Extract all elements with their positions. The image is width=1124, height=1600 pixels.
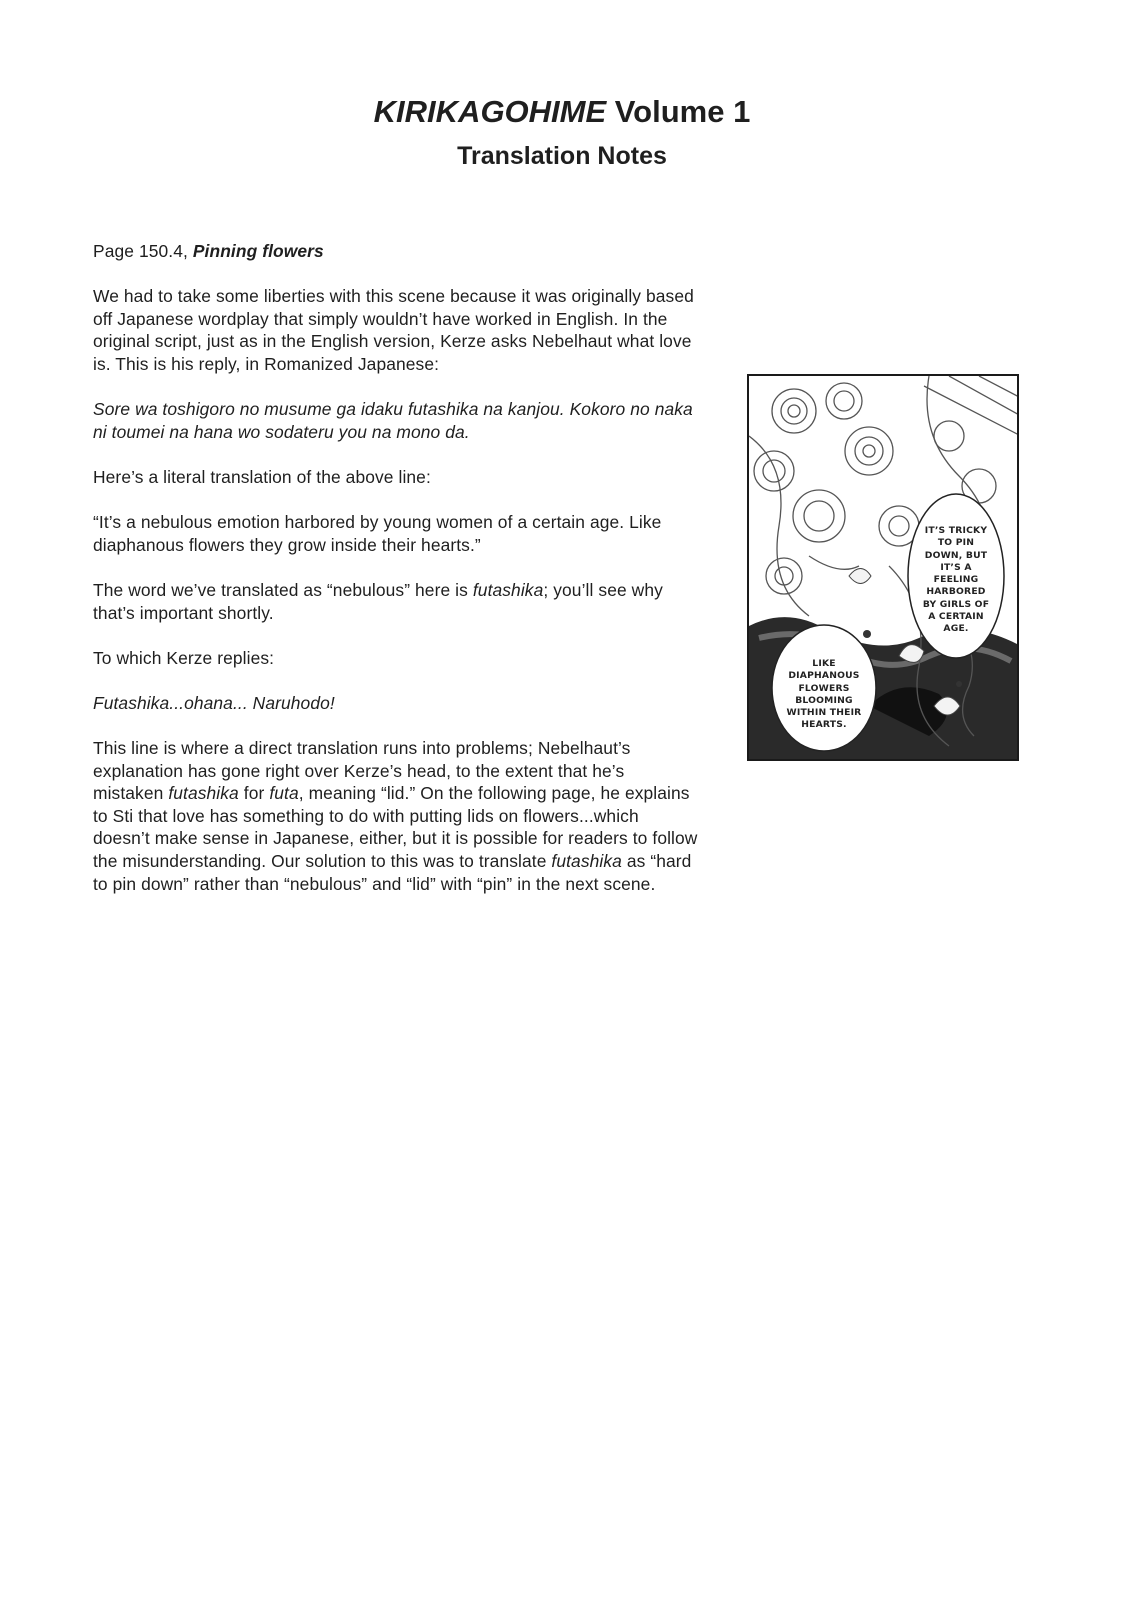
manga-panel-image (747, 374, 1019, 761)
paragraph-nebulous: The word we’ve translated as “nebulous” here is futashika; you’ll see why that’s important shortly. (93, 579, 663, 623)
paragraph-intro: We had to take some liberties with this scene because it was originally based off Japanese wordplay that simply wouldn’t have worked in English. In the original script, just as in the English version, Kerze asks Nebelhaut what love is. This is his reply, in Romanized Japanese: (93, 286, 694, 374)
page-subtitle: Translation Notes (457, 142, 667, 170)
speech-bubble-2: LIKE DIAPHANOUS FLOWERS BLOOMING WITHIN THEIR HEARTS. (786, 658, 862, 731)
volume-label: Volume 1 (614, 94, 751, 129)
term-futashika: futashika (472, 579, 544, 600)
page-reference: Page 150.4, (93, 241, 193, 261)
speech-bubble-1: IT’S TRICKY TO PIN DOWN, BUT IT’S A FEELING HARBORED BY GIRLS OF A CERTAIN AGE. (922, 525, 990, 635)
paragraph-kerze-replies: To which Kerze replies: (93, 647, 275, 668)
kerze-reply-quote: Futashika...ohana... Naruhodo! (93, 692, 335, 713)
page-title (0, 92, 1124, 132)
paragraph-explanation: This line is where a direct translation runs into problems; Nebelhaut’s explanation has gone right over Kerze’s head, to the extent that he’s mistaken futashika for futa, meaning “lid.” On the following page, he explains to Sti that love has something to do with putting lids on flowers...which doesn’t make sense in Japanese, either, but it is possible for readers to follow the misunderstanding. Our solution to this was to translate futashika as “hard to pin down” rather than “nebulous” and “lid” with “pin” in the next scene. (93, 738, 698, 894)
translation-note (93, 240, 698, 918)
page-header (0, 92, 1124, 172)
literal-translation: “It’s a nebulous emotion harbored by young women of a certain age. Like diaphanous flowers they grow inside their hearts.” (93, 512, 662, 555)
series-title: KIRIKAGOHIME (373, 94, 607, 129)
note-heading (93, 240, 698, 263)
romaji-quote: Sore wa toshigoro no musume ga idaku futashika na kanjou. Kokoro no naka ni toumei na hana wo sodateru you na mono da. (93, 399, 693, 442)
note-title: Pinning flowers (192, 241, 324, 261)
paragraph-literal-intro: Here’s a literal translation of the above line: (93, 466, 431, 487)
